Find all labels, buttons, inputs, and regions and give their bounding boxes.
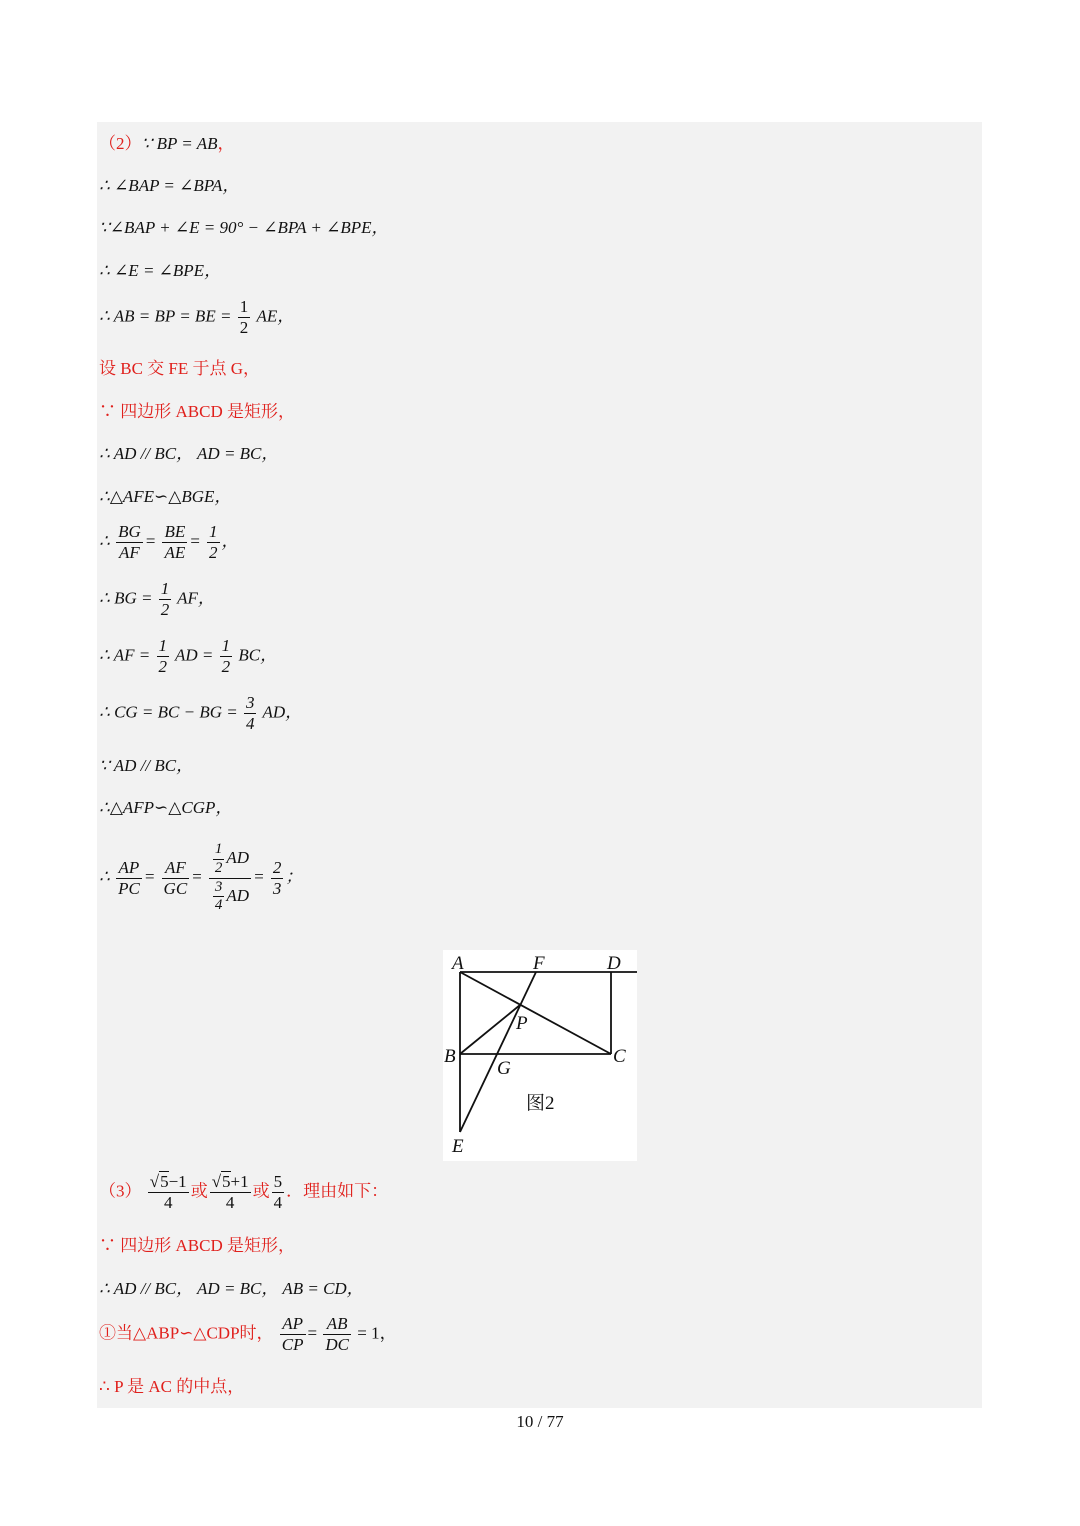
fraction-ap-pc: $\frac{AP}{PC}$	[118, 857, 140, 898]
fraction-sqrt5-minus-1: $\frac{√5-1}{4}$	[149, 1172, 187, 1212]
fraction-half: $\frac{1}{2}$	[239, 297, 249, 337]
label-a: A	[452, 953, 464, 974]
label-d: D	[607, 953, 621, 974]
step-10: ∴ $\frac{BG}{AF}$ = $\frac{BE}{AE}$ = $\frac{1}{2}$ ，	[99, 522, 239, 562]
line-bp	[460, 1005, 520, 1054]
part3-step-2: ∴ AD // BC， AD = BC， AB = CD，	[99, 1279, 364, 1298]
page-number: 10 / 77	[516, 1412, 564, 1431]
rectangle-diagram	[443, 950, 637, 1161]
label-f: F	[533, 953, 545, 974]
fraction-half: $\frac{1}{2}$	[209, 522, 218, 562]
label-c: C	[613, 1046, 626, 1067]
label-g: G	[497, 1058, 511, 1079]
part3-step-3: ①当△ABP∽△CDP时， $\frac{AP}{CP}$ = $\frac{AB}{DC}$ = 1，	[99, 1314, 397, 1354]
fraction-sqrt5-plus-1: $\frac{√5+1}{4}$	[211, 1172, 249, 1212]
fraction-five-quarters: $\frac{5}{4}$	[273, 1172, 283, 1212]
line-fe	[460, 972, 536, 1132]
line-ac	[460, 972, 611, 1054]
part3-step-4: ∴ P 是 AC 的中点，	[99, 1377, 245, 1396]
fraction-be-ae: $\frac{BE}{AE}$	[164, 522, 186, 562]
step-8: ∴ AD // BC， AD = BC，	[99, 444, 279, 463]
step-1: （2）∵ BP = AB，	[99, 134, 235, 153]
step-4: ∴ ∠E = ∠BPE，	[99, 261, 222, 280]
step-16: ∴ $\frac{AP}{PC}$ = $\frac{AF}{GC}$ = $\frac{1}{2}$ AD $\frac{3}{4}$ AD = $\frac{2}{3}$ ；	[99, 841, 303, 914]
step-14: ∵ AD // BC，	[99, 756, 194, 775]
step-13: ∴ CG = BC − BG = $\frac{3}{4}$ AD，	[99, 693, 303, 733]
step-3: ∵∠BAP + ∠E = 90° − ∠BPA + ∠BPE，	[99, 218, 389, 237]
fraction-two-thirds: $\frac{2}{3}$	[272, 857, 282, 898]
step-5: ∴ AB = BP = BE = $\frac{1}{2}$ AE，	[99, 297, 295, 337]
step-12: ∴ AF = $\frac{1}{2}$ AD = $\frac{1}{2}$ BC，	[99, 636, 278, 676]
part3-heading: （3） $\frac{√5-1}{4}$ 或 $\frac{√5+1}{4}$ 或 $\frac{5}{4}$ ．理由如下：	[99, 1172, 389, 1212]
step-7: ∵ 四边形 ABCD 是矩形，	[99, 402, 295, 421]
step-2: ∴ ∠BAP = ∠BPA，	[99, 176, 240, 195]
fraction-af-gc: $\frac{AF}{GC}$	[163, 857, 188, 898]
fraction-three-quarters: $\frac{3}{4}$	[245, 693, 255, 733]
label-p: P	[516, 1013, 528, 1034]
part3-step-1: ∵ 四边形 ABCD 是矩形，	[99, 1236, 295, 1255]
step-9: ∴△AFE∽△BGE，	[99, 487, 232, 506]
label-b: B	[444, 1046, 456, 1067]
step-15: ∴△AFP∽△CGP，	[99, 798, 233, 817]
figure-caption: 图2	[526, 1093, 555, 1114]
figure-2	[443, 950, 637, 1161]
fraction-bg-af: $\frac{BG}{AF}$	[118, 522, 141, 562]
fraction-ab-dc: $\frac{AB}{DC}$	[325, 1314, 349, 1354]
fraction-compound: $\frac{1}{2}$ AD $\frac{3}{4}$ AD	[209, 842, 251, 914]
step-11: ∴ BG = $\frac{1}{2}$ AF，	[99, 579, 215, 619]
fraction-ap-cp: $\frac{AP}{CP}$	[281, 1314, 304, 1354]
step-6: 设 BC 交 FE 于点 G，	[99, 359, 261, 378]
label-e: E	[452, 1136, 464, 1157]
